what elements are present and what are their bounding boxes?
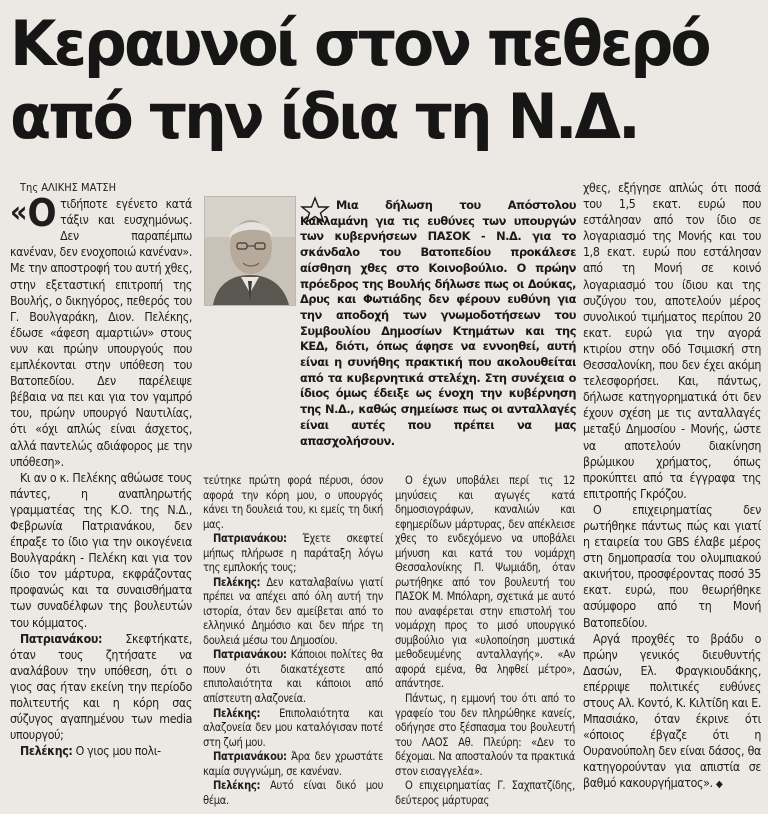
column-2 [203, 474, 383, 808]
column-3 [395, 474, 575, 808]
intro-paragraph [10, 191, 192, 470]
col2-p1: τεύτηκε πρώτη φορά πέρυσι, όσον αφορά την κόρη μου, ο υπουργός κάνει τη δουλειά του, κι εμείς τη δική μας. [203, 474, 383, 531]
headline-line-1: Κεραυνοί στον πεθερό [10, 8, 709, 81]
col3-p2: Πάντως, η εμμονή του ότι από το γραφείο του δεν πληρώθηκε κανείς, οδήγησε στο ξέσπασμα του βουλευτή του ΛΑΟΣ Αθ. Πλεύρη: «Δεν το δέχομαι. Να αποσταλούν τα πρακτικά στον εισαγγελέα». [395, 691, 575, 778]
speaker-label: Πατριανάκου: [20, 631, 103, 646]
headline [10, 8, 760, 154]
portrait-photo-icon [205, 197, 295, 305]
col1-p2: Κι αν ο κ. Πελέκης αθώωσε τους πάντες, η αναπληρωτής γραμματέας της Κ.Ο. της Ν.Δ., Φεβρωνία Πατριανάκου, δεν έπραξε το ίδιο για την οικογένεια Βουλγαράκη - Πελέκη και για τον ίδιο τον μάρτυρα, εκφράζοντας προφανώς και τα συναισθήματα των συναδέλφων της βουλευτών του κόμματος. [10, 470, 192, 630]
drop-cap: Ο [27, 191, 57, 236]
col4-p1: χθες, εξήγησε απλώς ότι ποσά του 1,5 εκατ. ευρώ που εστάλησαν από τον ίδιο σε λογαριασμό της Μονής και του 1,8 εκατ. ευρώ που εστάλησαν από τη Μονή σε κοινό λογαριασμό του ίδιου και της συζύγου του, αποτελούν μέρος συνολικού τιμήματος περίπου 20 εκατ. ευρώ για την αγορά κτιρίου στην οδό Τσιμισκή στη Θεσσαλονίκη, που δεν έχει ακόμη τελεσφορήσει. Και, πάντως, δήλωσε κατηγορηματικά ότι δεν έχουν σχέση με τις ανταλλαγές μεταξύ Δημοσίου - Μονής, ώστε να αποτελούν διακίνηση βρώμικου χρήματος, όπως προκύπτει από τα έγγραφα της επιτροπής Γκρόζου. [583, 181, 761, 501]
col2-p7 [203, 779, 383, 808]
speech-text: Έχετε σκεφτεί μήπως πλήρωσε η παράταξη λόγω της εμπλοκής τους; [203, 532, 383, 575]
speaker-label: Πελέκης: [213, 706, 261, 720]
speech-text: Άρα δεν χρωστάτε καμία συγγνώμη, σε κανέναν. [203, 750, 383, 778]
column-1 [10, 180, 192, 759]
col1-p1: τιδήποτε εγένετο κατά τάξιν και ευσχημόνως. Δεν παραπέμπω κανέναν, δεν ενοχοποιώ κανέναν». Με την αποστροφή του αυτή χθες, στην εξεταστική επιτροπή της Βουλής, ο δικηγόρος, πεθερός του Γ. Βουλγαράκη, Διον. Πελέκης, έδωσε «άφεση αμαρτιών» στους νυν και πρώην υπουργούς που εμπλέκονται στην υπόθεση του Βατοπεδίου. Δεν παρέλειψε βέβαια να πει και για τον γαμπρό του, πρώην υπουργό Ναυτιλίας, ότι «όχι απλώς είναι άσχετος, αλλά παντελώς αδιάφορος με την υπόθεση». [10, 197, 192, 469]
speaker-label: Πελέκης: [213, 779, 261, 793]
speaker-label: Πατριανάκου: [213, 750, 287, 764]
speaker-label: Πελέκης: [20, 744, 73, 759]
col1-p3 [10, 631, 192, 744]
col2-p2 [203, 532, 383, 576]
col2-p5 [203, 707, 383, 751]
col2-p6 [203, 750, 383, 779]
star-icon [300, 196, 330, 224]
speech-text: Ο γιος μου πολι- [72, 744, 161, 759]
speech-text: Σκεφτήκατε, όταν τους ζητήσατε να αναλάβουν την υπόθεση, ότι ο γιος σας ήταν εκείνη την περίοδο πολιτευτής και η κόρη σας σύζυγος αγαπημένου των media υπουργού; [10, 631, 192, 743]
headline-line-2: από την ίδια τη Ν.Δ. [10, 80, 638, 154]
speech-text: Επιπολαιότητα και αλαζονεία δεν μου καταλόγισαν ποτέ στη ζωή μου. [203, 706, 383, 749]
col4-p3-text: Αργά προχθές το βράδυ ο πρώην γενικός διευθυντής Δασών, Ελ. Φραγκιουδάκης, επέρριψε πολιτικές ευθύνες στους Αλ. Κοντό, Κ. Κιλτίδη και Ε. Μπασιάκο, όταν έκρινε ότι «όποιος έβγαζε ότι η Ουρανούπολη δεν είναι δάσος, θα κατηγορούνταν για απιστία σε βαθμό κακουργήματος». [583, 631, 761, 791]
portrait-photo [204, 196, 296, 306]
col1-p4 [10, 743, 192, 759]
lead-paragraph [300, 198, 576, 449]
end-mark: ◆ [715, 779, 723, 791]
speech-text: Αυτό είναι δικό μου θέμα. [203, 779, 383, 807]
col2-p3 [203, 576, 383, 649]
speaker-label: Πατριανάκου: [213, 532, 287, 546]
speaker-label: Πελέκης: [213, 575, 261, 589]
col3-p1: Ο έχων υποβάλει περί τις 12 μηνύσεις και αγωγές κατά δημοσιογράφων, καναλιών και εφημερίδων μάρτυρας, δεν απέκλεισε χθες το ενδεχόμενο να υποβάλει μήνυση και κατά του νομάρχη Θεσσαλονίκης Π. Ψωμιάδη, όταν ρωτήθηκε από τον βουλευτή του ΠΑΣΟΚ Μ. Μπόλαρη, σχετικά με αυτό που αναφέρεται στην επιστολή του νομάρχη προς το μισό υπουργικό συμβούλιο για «υλοποίηση μυστικά μεθοδευμένης ανταλλαγής». «Αν αφορά εμένα, θα ληφθεί μέτρο», απάντησε. [395, 474, 575, 691]
opening-quote-mark: « [10, 195, 26, 231]
speech-text: Δεν καταλαβαίνω γιατί πρέπει να απέχει από όλη αυτή την ιστορία, όταν δεν αμείβεται από το ελληνικό Δημόσιο και δεν πήρε τη δουλειά μέσω του Δημοσίου. [203, 575, 383, 647]
column-4 [583, 180, 761, 794]
lead-text: Μια δήλωση του Απόστολου Κακλαμάνη για τις ευθύνες των υπουργών των κυβερνήσεων ΠΑΣΟΚ - Ν.Δ. για το σκάνδαλο του Βατοπεδίου προκάλεσε αίσθηση χθες στο Κοινοβούλιο. Ο πρώην πρόεδρος της Βουλής δήλωσε πως οι Δούκας, Δρυς και Φωτιάδης δεν φέρουν ευθύνη για την αποδοχή των γνωμοδοτήσεων του Συμβουλίου Δημοσίων Κτημάτων και της ΚΕΔ, διότι, όπως άφησε να εννοηθεί, αυτή είναι η συνήθης πρακτική που ακολουθείται από τα κυβερνητικά στελέχη. Στη συνέχεια ο ίδιος όμως έδειξε ως ένοχη την κυβέρνηση της Ν.Δ., καθώς σημείωσε πως οι ανταλλαγές είναι αυτές που πρέπει να μας απασχολήσουν. [300, 198, 576, 448]
speaker-label: Πατριανάκου: [213, 648, 287, 662]
col2-p4 [203, 648, 383, 706]
col3-p3: Ο επιχειρηματίας Γ. Σαχπατζίδης, δεύτερος μάρτυρας [395, 779, 575, 807]
col4-p2: Ο επιχειρηματίας δεν ρωτήθηκε πάντως πώς και γιατί η εταιρεία του GBS έλαβε μέρος στη δημοπρασία του ολυμπιακού ακινήτου, προσφέροντας ποσό 35 εκατ. ευρώ, που θεωρήθηκε ασύμφορο από τη Μονή Βατοπεδίου. [583, 502, 761, 630]
speech-text: Κάποιοι πολίτες θα πουν ότι διακατέχεστε από επιπολαιότητα και κάποιοι από απίστευτη αλαζονεία. [203, 648, 383, 705]
col4-p3 [583, 631, 761, 794]
byline: Της ΑΛΙΚΗΣ ΜΑΤΣΗ [20, 181, 117, 194]
